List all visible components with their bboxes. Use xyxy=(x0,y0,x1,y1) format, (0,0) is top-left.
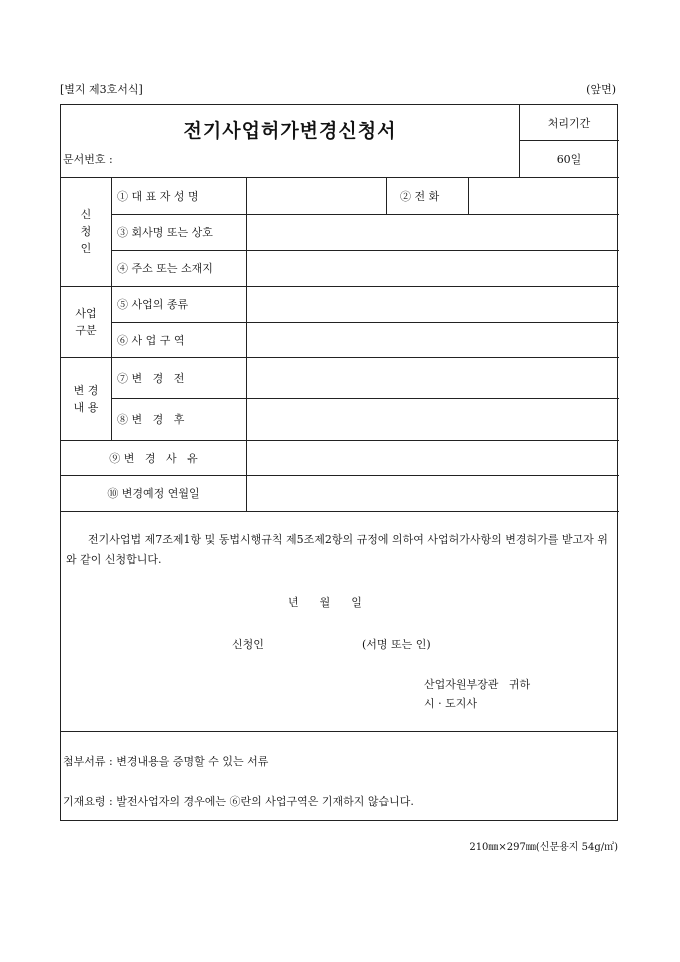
attachments-note: 첨부서류 : 변경내용을 증명할 수 있는 서류 xyxy=(63,755,269,768)
applicant-char-2: 청 xyxy=(80,225,92,238)
notes-box xyxy=(60,731,618,821)
after-change-field[interactable] xyxy=(247,399,619,440)
change-label-line-1: 변 경 xyxy=(73,383,99,397)
phone-field[interactable] xyxy=(469,178,619,214)
business-area-label: ⑥ 사 업 구 역 xyxy=(117,333,185,347)
business-group-label xyxy=(61,286,111,357)
change-group-label xyxy=(61,357,111,440)
before-change-label: ⑦ 변 경 전 xyxy=(117,371,185,385)
business-type-label: ⑤ 사업의 종류 xyxy=(117,298,189,311)
instructions-note: 기재요령 : 발전사업자의 경우에는 ⑥란의 사업구역은 기재하지 않습니다. xyxy=(63,795,414,808)
company-name-label: ③ 회사명 또는 상호 xyxy=(117,226,213,239)
business-type-field[interactable] xyxy=(247,287,619,322)
date-line: 년 월 일 xyxy=(288,596,362,609)
change-label-line-2: 내 용 xyxy=(73,400,99,414)
addressee: 산업자원부장관 귀하 xyxy=(424,678,531,691)
planned-date-label: ⑩ 변경예정 연월일 xyxy=(107,487,200,500)
company-name-field[interactable] xyxy=(247,215,619,250)
after-change-label: ⑧ 변 경 후 xyxy=(117,413,185,426)
applicant-sign-label: 신청인 xyxy=(232,638,264,651)
signature-hint: (서명 또는 인) xyxy=(362,638,431,651)
applicant-char-3: 인 xyxy=(80,242,92,255)
change-reason-field[interactable] xyxy=(247,441,619,475)
phone-label: ② 전 화 xyxy=(400,189,440,203)
application-form xyxy=(60,104,618,732)
rep-name-label: ① 대 표 자 성 명 xyxy=(117,189,199,203)
applicant-char-1: 신 xyxy=(80,208,92,221)
processing-period-label: 처리기간 xyxy=(547,116,591,130)
applicant-group-label xyxy=(61,177,111,286)
front-side-label: (앞면) xyxy=(586,83,616,96)
before-change-field[interactable] xyxy=(247,358,619,398)
change-reason-label: ⑨ 변 경 사 유 xyxy=(109,451,198,465)
form-title: 전기사업허가변경신청서 xyxy=(183,119,397,142)
document-number-label: 문서번호 : xyxy=(63,153,113,166)
business-label-line-1: 사업 xyxy=(75,306,97,320)
form-number-label: [별지 제3호서식] xyxy=(60,83,143,96)
processing-period-value: 60일 xyxy=(556,152,582,166)
business-area-field[interactable] xyxy=(247,323,619,357)
paper-spec: 210㎜×297㎜(신문용지 54g/㎡) xyxy=(469,842,618,853)
declaration-text: 전기사업법 제7조제1항 및 동법시행규칙 제5조제2항의 규정에 의하여 사업허가사항의 변경허가를 받고자 위와 같이 신청합니다. xyxy=(66,533,608,566)
planned-date-field[interactable] xyxy=(247,476,619,511)
address-field[interactable] xyxy=(247,251,619,286)
addressee-local: 시 · 도지사 xyxy=(424,697,477,710)
business-label-line-2: 구분 xyxy=(75,323,97,337)
address-label: ④ 주소 또는 소재지 xyxy=(117,262,213,275)
rep-name-field[interactable] xyxy=(247,178,385,214)
